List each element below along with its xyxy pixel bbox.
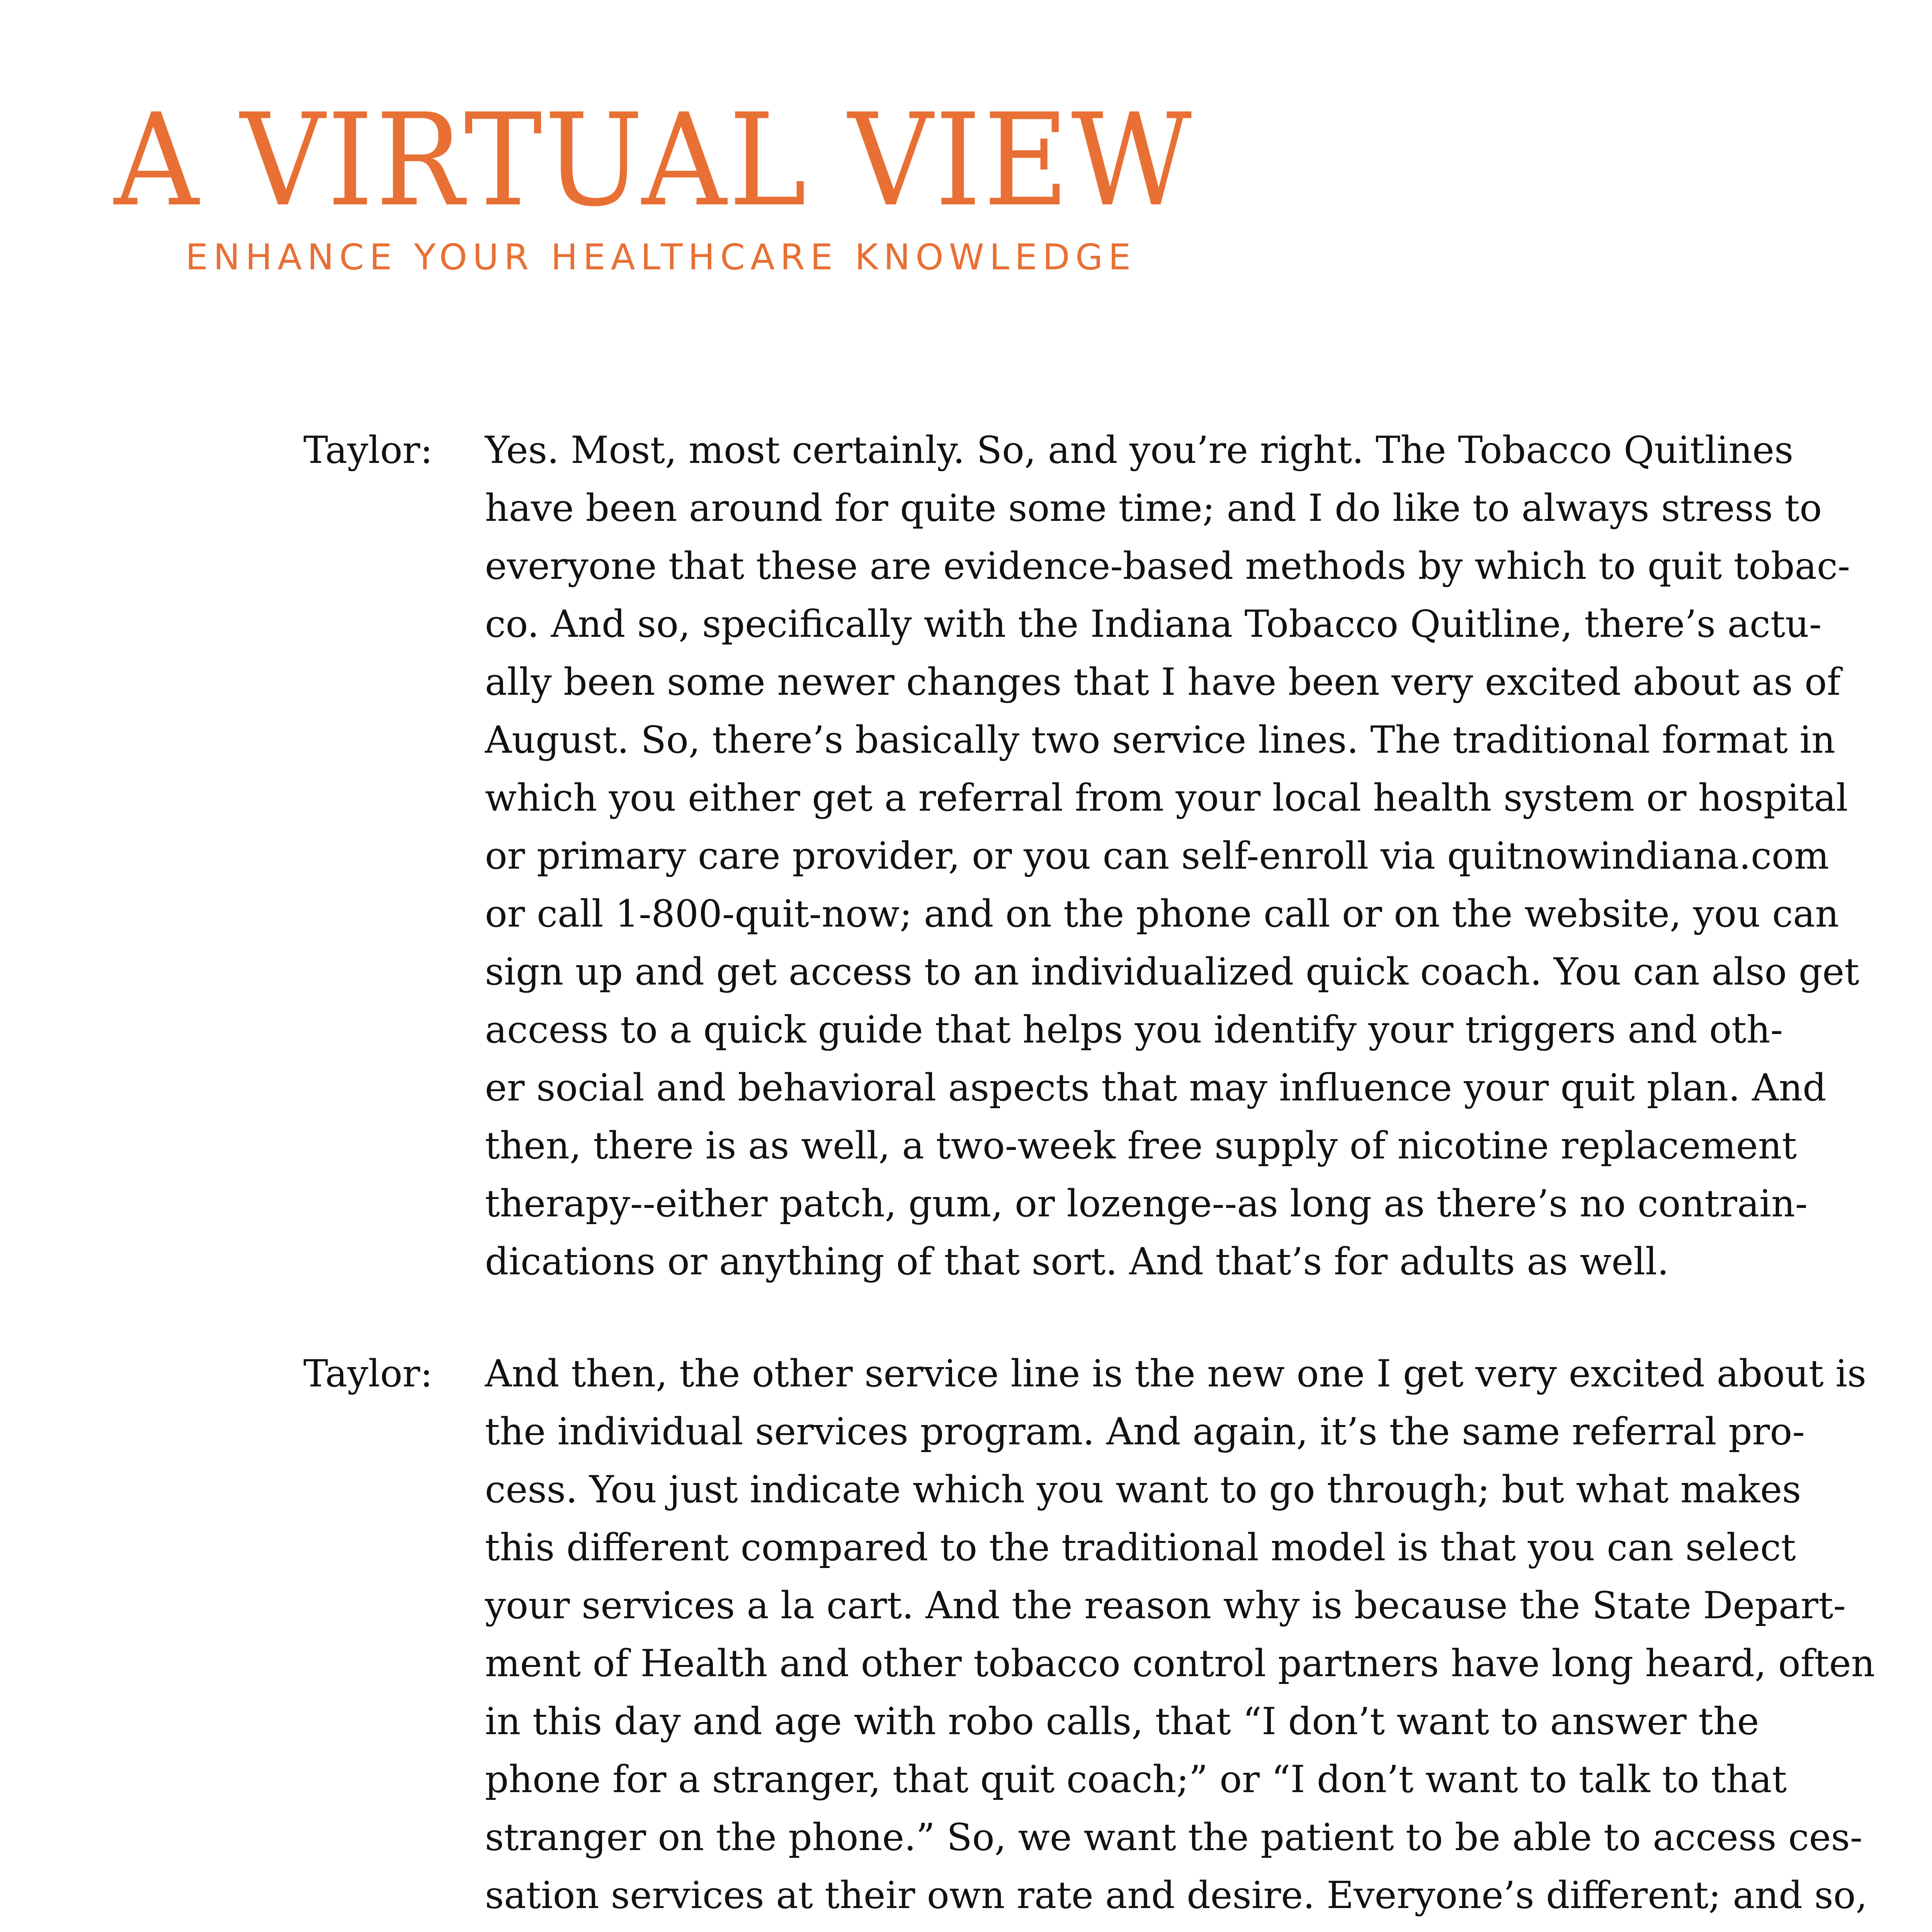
speaker-label: Taylor: bbox=[303, 1352, 433, 1395]
transcript-text bbox=[485, 1345, 1875, 1932]
page-title: A VIRTUAL VIEW bbox=[114, 86, 1194, 235]
transcript-line: this different compared to the traditional model is that you can select bbox=[485, 1526, 1796, 1569]
transcript-line: in this day and age with robo calls, that “I don’t want to answer the bbox=[485, 1700, 1759, 1743]
transcript-line: phone for a stranger, that quit coach;” or “I don’t want to talk to that bbox=[485, 1758, 1787, 1801]
page-subtitle: ENHANCE YOUR HEALTHCARE KNOWLEDGE bbox=[185, 236, 1136, 278]
transcript-line: sation services at their own rate and desire. Everyone’s different; and so, bbox=[485, 1874, 1867, 1917]
transcript-line: er social and behavioral aspects that may influence your quit plan. And bbox=[485, 1066, 1827, 1109]
transcript-line: which you either get a referral from your local health system or hospital bbox=[485, 776, 1848, 820]
transcript-line: stranger on the phone.” So, we want the patient to be able to access ces- bbox=[485, 1816, 1863, 1859]
transcript-line: dications or anything of that sort. And that’s for adults as well. bbox=[485, 1240, 1669, 1283]
transcript-line: or call 1-800-quit-now; and on the phone call or on the website, you can bbox=[485, 892, 1839, 935]
transcript-line bbox=[485, 1924, 1875, 1932]
transcript-line: then, there is as well, a two-week free supply of nicotine replacement bbox=[485, 1124, 1797, 1167]
transcript-line: or primary care provider, or you can self-enroll via quitnowindiana.com bbox=[485, 834, 1829, 878]
transcript-line: have been around for quite some time; and I do like to always stress to bbox=[485, 486, 1822, 530]
transcript-line: Yes. Most, most certainly. So, and you’re right. The Tobacco Quitlines bbox=[485, 429, 1794, 472]
transcript-line: August. So, there’s basically two service lines. The traditional format in bbox=[485, 718, 1835, 762]
transcript-line: co. And so, specifically with the Indiana Tobacco Quitline, there’s actu- bbox=[485, 602, 1822, 646]
transcript-line: your services a la cart. And the reason why is because the State Depart- bbox=[485, 1584, 1846, 1627]
transcript-line: everyone that these are evidence-based methods by which to quit tobac- bbox=[485, 544, 1850, 588]
transcript-line: ally been some newer changes that I have been very excited about as of bbox=[485, 660, 1841, 704]
transcript-line: cess. You just indicate which you want to go through; but what makes bbox=[485, 1468, 1801, 1511]
transcript-line: sign up and get access to an individualized quick coach. You can also get bbox=[485, 950, 1859, 993]
transcript-line: access to a quick guide that helps you identify your triggers and oth- bbox=[485, 1008, 1783, 1051]
transcript-line: the individual services program. And again, it’s the same referral pro- bbox=[485, 1410, 1805, 1453]
transcript-line: ment of Health and other tobacco control partners have long heard, often bbox=[485, 1642, 1875, 1685]
transcript-text bbox=[485, 421, 1859, 1291]
transcript-line: And then, the other service line is the new one I get very excited about is bbox=[485, 1352, 1867, 1395]
transcript-line: therapy--either patch, gum, or lozenge--as long as there’s no contrain- bbox=[485, 1182, 1808, 1225]
speaker-label: Taylor: bbox=[303, 429, 433, 472]
